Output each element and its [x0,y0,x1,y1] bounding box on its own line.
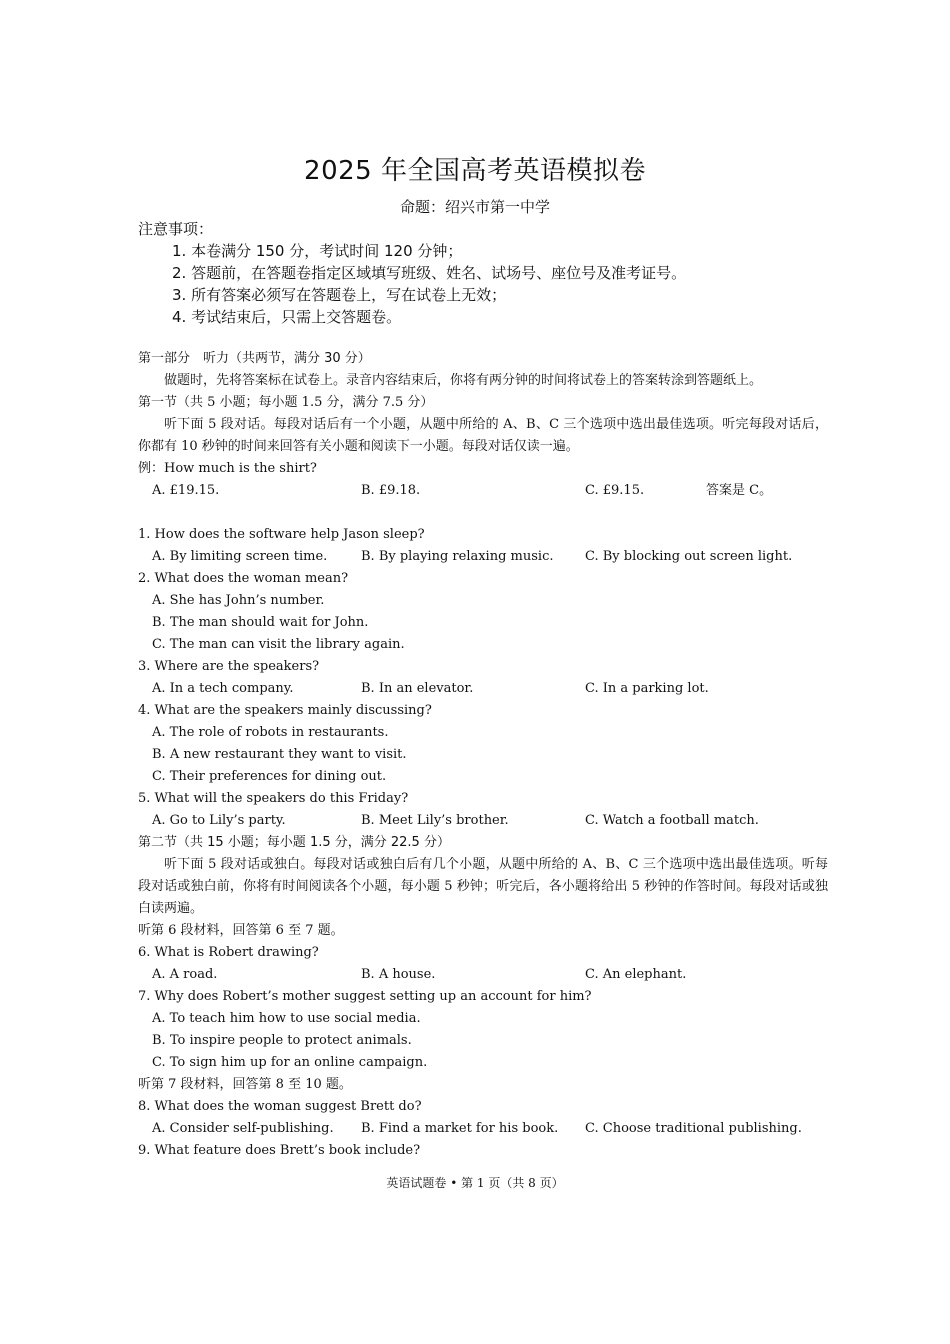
option-b: B. Find a market for his book. [361,1121,559,1136]
notice-item: 3. 所有答案必须写在答题卷上，写在试卷上无效； [172,286,507,304]
part1-heading: 第一部分 听力（共两节，满分 30 分） [138,351,371,366]
option-b: B. To inspire people to protect animals. [152,1033,412,1048]
page-footer: 英语试题卷 • 第 1 页（共 8 页） [386,1176,564,1190]
notice-block [138,218,828,328]
option-c: C. By blocking out screen light. [585,549,793,564]
option-b: B. £9.18. [361,483,421,498]
option-c: C. The man can visit the library again. [152,637,405,652]
option-b: B. A house. [361,967,436,982]
section1-intro: 听下面 5 段对话。每段对话后有一个小题，从题中所给的 A、B、C 三个选项中选出最佳选项。听完每段对话后，你都有 10 秒钟的时间来回答有关小题和阅读下一小题。每段对话仅读一遍。 [138,417,828,454]
option-c: C. In a parking lot. [585,681,709,696]
notice-item: 4. 考试结束后，只需上交答题卷。 [172,308,402,326]
question-1: 1. How does the software help Jason sleep? [138,527,425,542]
option-b: B. A new restaurant they want to visit. [152,747,407,762]
question-8-options [138,1118,828,1140]
option-a: A. Consider self-publishing. [152,1121,334,1136]
section2-intro: 听下面 5 段对话或独白。每段对话或独白后有几个小题，从题中所给的 A、B、C 三个选项中选出最佳选项。听每段对话或独白前，你将有时间阅读各个小题，每小题 5 秒钟；听完后，各小题将给出 5 秒钟的作答时间。每段对话或独白读两遍。 [138,857,828,916]
question-5-options [138,810,828,832]
example-answer: 答案是 C。 [706,483,773,498]
spacer [138,502,828,524]
option-c: C. Their preferences for dining out. [152,769,387,784]
option-b: B. The man should wait for John. [152,615,369,630]
notice-item: 2. 答题前，在答题卷指定区域填写班级、姓名、试场号、座位号及准考证号。 [172,264,687,282]
example-question: 例：How much is the shirt? [138,461,317,476]
material-6-note: 听第 6 段材料，回答第 6 至 7 题。 [138,923,344,938]
notice-heading: 注意事项： [138,220,214,238]
option-c: C. £9.15. [585,483,645,498]
option-c: C. Watch a football match. [585,813,759,828]
question-2: 2. What does the woman mean? [138,571,349,586]
option-c: C. Choose traditional publishing. [585,1121,802,1136]
notice-item: 1. 本卷满分 150 分，考试时间 120 分钟； [172,242,463,260]
material-7-note: 听第 7 段材料，回答第 8 至 10 题。 [138,1077,352,1092]
question-6: 6. What is Robert drawing? [138,945,319,960]
exam-body [138,348,828,1162]
option-a: A. By limiting screen time. [152,549,328,564]
option-a: A. To teach him how to use social media. [152,1011,421,1026]
page-title: 2025 年全国高考英语模拟卷 [304,156,646,186]
page-subtitle: 命题：绍兴市第一中学 [399,198,550,216]
option-a: A. A road. [152,967,218,982]
question-8: 8. What does the woman suggest Brett do? [138,1099,422,1114]
option-a: A. The role of robots in restaurants. [152,725,389,740]
question-3-options [138,678,828,700]
example-options [138,480,828,502]
option-b: B. In an elevator. [361,681,474,696]
option-a: A. She has John’s number. [152,593,325,608]
question-1-options [138,546,828,568]
question-4: 4. What are the speakers mainly discussing? [138,703,432,718]
question-9: 9. What feature does Brett’s book include? [138,1143,421,1158]
option-b: B. Meet Lily’s brother. [361,813,509,828]
option-a: A. £19.15. [152,483,220,498]
question-6-options [138,964,828,986]
section1-heading: 第一节（共 5 小题；每小题 1.5 分，满分 7.5 分） [138,395,434,410]
question-3: 3. Where are the speakers? [138,659,320,674]
option-c: C. To sign him up for an online campaign. [152,1055,428,1070]
option-c: C. An elephant. [585,967,687,982]
question-7: 7. Why does Robert’s mother suggest setting up an account for him? [138,989,592,1004]
option-a: A. In a tech company. [152,681,294,696]
option-a: A. Go to Lily’s party. [152,813,286,828]
question-5: 5. What will the speakers do this Friday? [138,791,409,806]
section2-heading: 第二节（共 15 小题；每小题 1.5 分，满分 22.5 分） [138,835,450,850]
part1-intro: 做题时，先将答案标在试卷上。录音内容结束后，你将有两分钟的时间将试卷上的答案转涂到答题纸上。 [164,373,763,388]
option-b: B. By playing relaxing music. [361,549,554,564]
